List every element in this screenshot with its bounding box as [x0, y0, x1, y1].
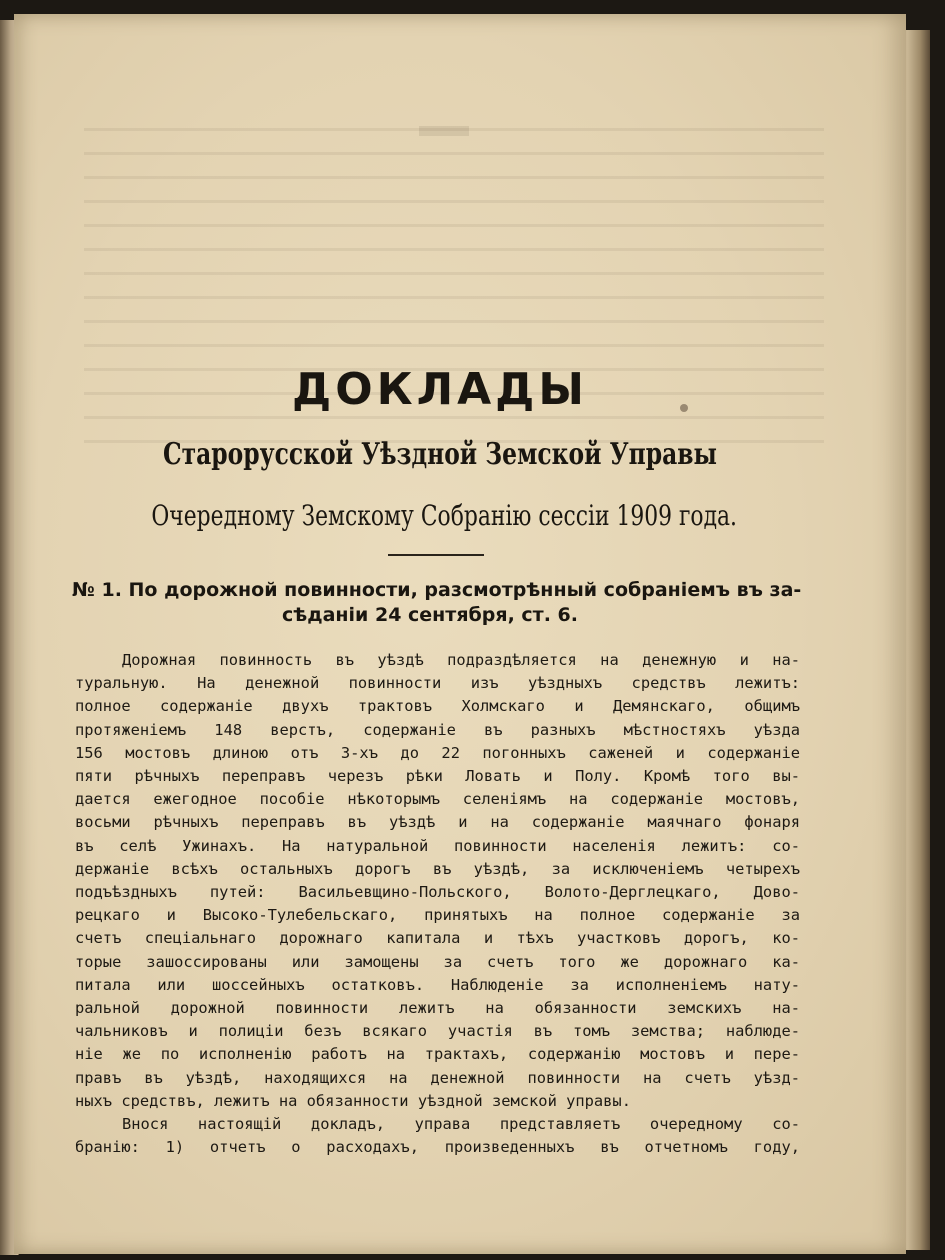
body-line: подъѣздныхъ путей: Васильевщино-Польского, Волото-Дерглецкаго, Дово-	[75, 883, 800, 902]
divider-rule	[388, 554, 484, 556]
bleed-page-number	[419, 126, 469, 136]
section-heading-line-2: сѣданіи 24 сентября, ст. 6.	[282, 604, 578, 626]
body-line: протяженіемъ 148 верстъ, содержаніе въ разныхъ мѣстностяхъ уѣзда	[75, 720, 800, 739]
page-subtitle-session: Очередному Земскому Собранію сессіи 1909 года.	[151, 499, 737, 532]
body-line: пяти рѣчныхъ переправъ черезъ рѣки Ловать и Полу. Кромѣ того вы-	[75, 767, 800, 786]
page-subtitle: Старорусской Уѣздной Земской Управы	[162, 437, 718, 472]
page-title: ДОКЛАДЫ	[292, 364, 588, 415]
body-line: дается ежегодное пособіе нѣкоторымъ селеніямъ на содержаніе мостовъ,	[75, 790, 800, 809]
body-line: въ селѣ Ужинахъ. На натуральной повинности населенія лежитъ: со-	[75, 836, 800, 855]
ink-spot	[680, 404, 688, 412]
body-line: ныхъ средствъ, лежитъ на обязанности уѣздной земской управы.	[75, 1091, 631, 1110]
body-line: туральную. На денежной повинности изъ уѣздныхъ средствъ лежитъ:	[75, 674, 800, 693]
body-line: ральной дорожной повинности лежитъ на обязанности земскихъ на-	[75, 999, 800, 1018]
body-line: счетъ спеціальнаго дорожнаго капитала и тѣхъ участковъ дорогъ, ко-	[75, 929, 800, 948]
body-line: Дорожная повинность въ уѣздѣ подраздѣляется на денежную и на-	[122, 651, 800, 669]
section-heading-line-1: № 1. По дорожной повинности, разсмотрѣнный собраніемъ въ за-	[72, 579, 802, 601]
body-line: бранію: 1) отчетъ о расходахъ, произведенныхъ въ отчетномъ году,	[75, 1138, 800, 1157]
body-line: 156 мостовъ длиною отъ 3-хъ до 22 погонныхъ саженей и содержаніе	[75, 743, 800, 762]
body-line: полное содержаніе двухъ трактовъ Холмскаго и Демянскаго, общимъ	[75, 697, 800, 716]
body-line: питала или шоссейныхъ остатковъ. Наблюденіе за исполненіемъ нату-	[75, 975, 800, 994]
body-line: рецкаго и Высоко-Тулебельскаго, принятыхъ на полное содержаніе за	[75, 906, 800, 925]
body-line: торые зашоссированы или замощены за счетъ того же дорожнаго ка-	[75, 952, 800, 971]
body-line: держаніе всѣхъ остальныхъ дорогъ въ уѣздѣ, за исключеніемъ четырехъ	[75, 859, 800, 878]
body-line: восьми рѣчныхъ переправъ въ уѣздѣ и на содержаніе маячнаго фонаря	[75, 813, 800, 832]
body-line: чальниковъ и полиціи безъ всякаго участія въ томъ земства; наблюде-	[75, 1022, 800, 1041]
section-heading	[72, 578, 802, 628]
body-line: правъ въ уѣздѣ, находящихся на денежной повинности на счетъ уѣзд-	[75, 1068, 800, 1087]
body-line: Внося настоящій докладъ, управа представляетъ очередному со-	[122, 1115, 800, 1134]
body-line: ніе же по исполненію работъ на трактахъ, содержанію мостовъ и пере-	[75, 1045, 800, 1064]
body-text	[75, 649, 800, 1159]
